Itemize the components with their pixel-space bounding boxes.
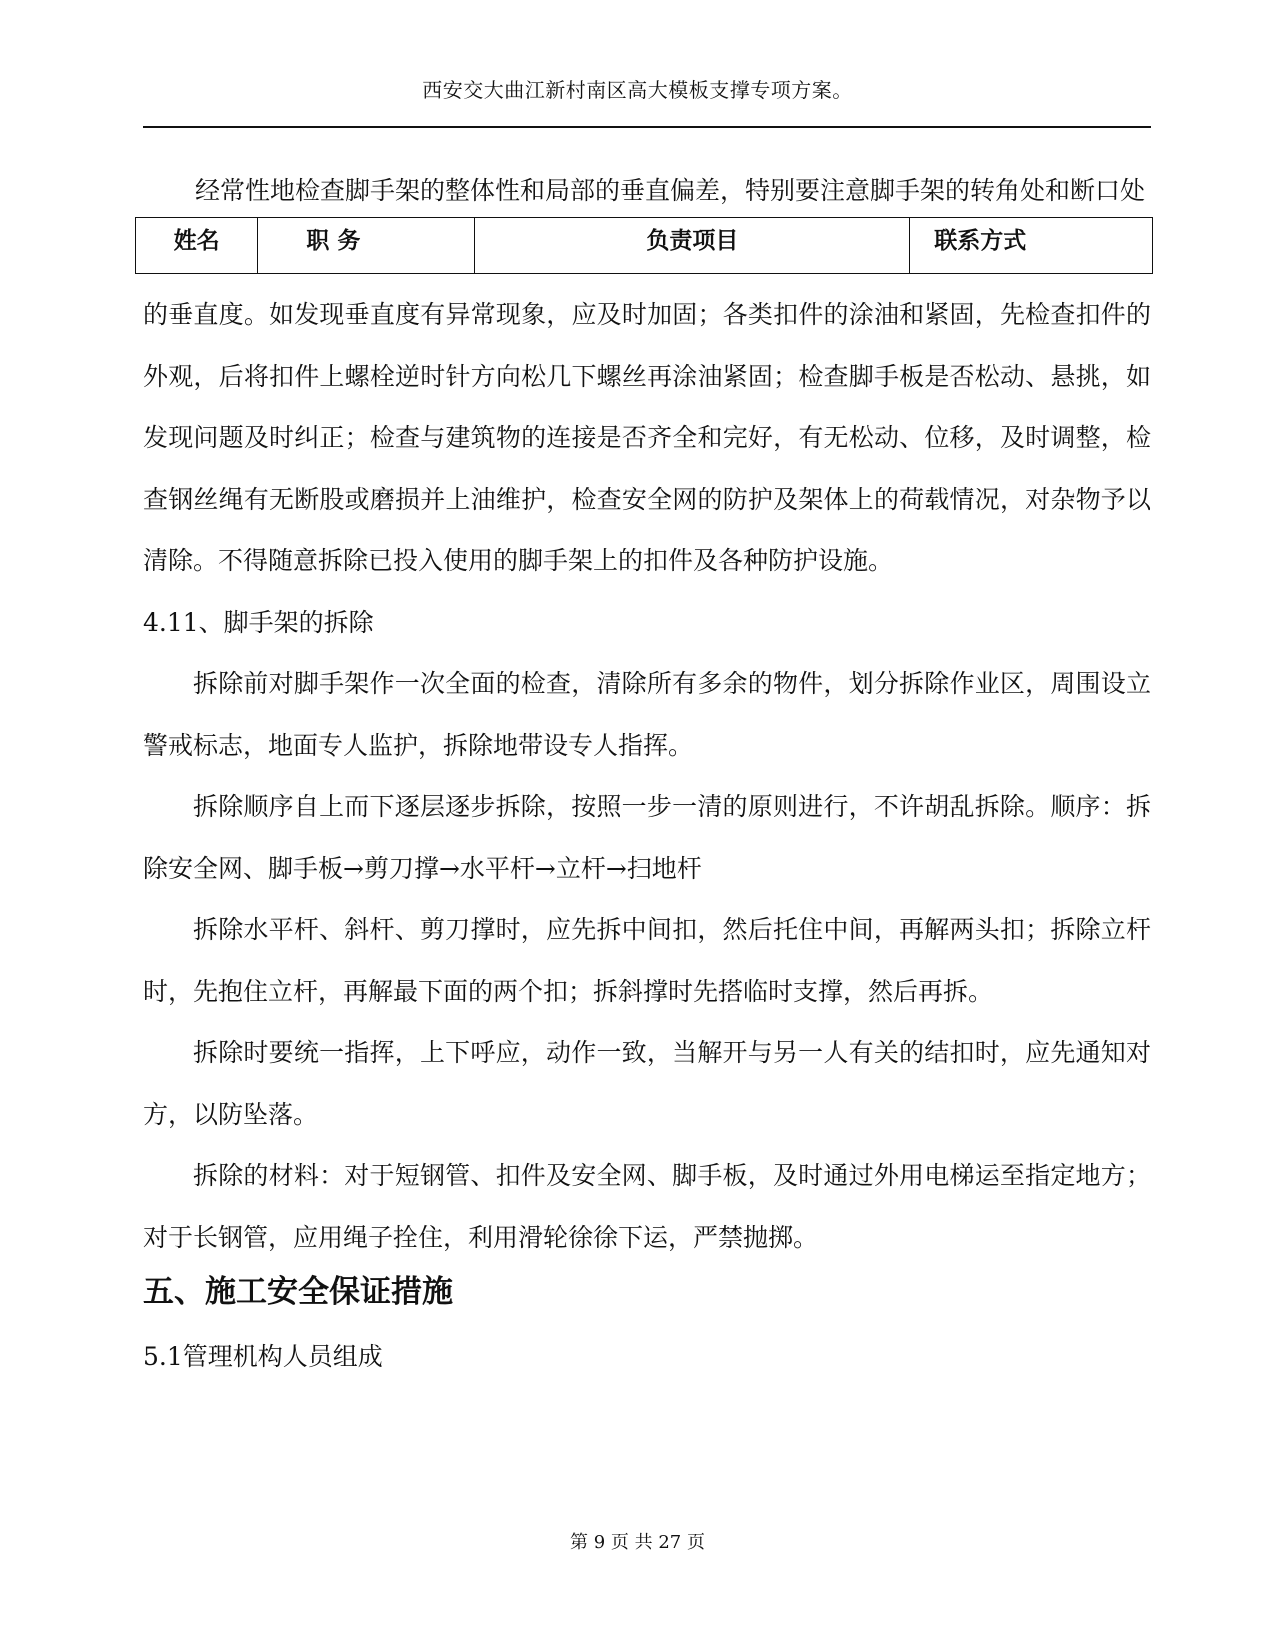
paragraph-dismantling-command: 拆除时要统一指挥，上下呼应，动作一致，当解开与另一人有关的结扣时，应先通知对方，以防坠落。: [143, 1038, 1151, 1129]
table-header-position: 职 务: [258, 218, 475, 274]
personnel-table: [135, 217, 1153, 274]
paragraph-dismantling-rods: 拆除水平杆、斜杆、剪刀撑时，应先拆中间扣，然后托住中间，再解两头扣；拆除立杆时，先抱住立杆，再解最下面的两个扣；拆斜撑时先搭临时支撑，然后再拆。: [143, 915, 1151, 1006]
paragraph-inspection-intro: 经常性地检查脚手架的整体性和局部的垂直偏差，特别要注意脚手架的转角处和断口处: [195, 176, 1146, 205]
paragraph-dismantling-prep: 拆除前对脚手架作一次全面的检查，清除所有多余的物件，划分拆除作业区，周围设立警戒标志，地面专人监护，拆除地带设专人指挥。: [143, 669, 1151, 760]
header-divider: [143, 126, 1151, 128]
page-footer: 第 9 页 共 27 页: [570, 1532, 705, 1553]
table-header-responsibility: 负责项目: [475, 218, 910, 274]
paragraph-dismantling-order: 拆除顺序自上而下逐层逐步拆除，按照一步一清的原则进行，不许胡乱拆除。顺序：拆除安全网、脚手板→剪刀撑→水平杆→立杆→扫地杆: [143, 792, 1151, 883]
subheading-dismantling: 4.11、脚手架的拆除: [143, 607, 374, 637]
paragraph-dismantling-materials: 拆除的材料：对于短钢管、扣件及安全网、脚手板，及时通过外用电梯运至指定地方；对于长钢管，应用绳子拴住，利用滑轮徐徐下运，严禁抛掷。: [143, 1161, 1151, 1252]
table-header-row: [136, 218, 1153, 274]
section-title: 五、施工安全保证措施: [143, 1274, 453, 1310]
body-text: [143, 284, 1151, 1268]
subsection-title: 5.1管理机构人员组成: [143, 1342, 383, 1371]
paragraph-inspection-continued: 的垂直度。如发现垂直度有异常现象，应及时加固；各类扣件的涂油和紧固，先检查扣件的外观，后将扣件上螺栓逆时针方向松几下螺丝再涂油紧固；检查脚手板是否松动、悬挑，如发现问题及时纠正；检查与建筑物的连接是否齐全和完好，有无松动、位移，及时调整，检查钢丝绳有无断股或磨损并上油维护，检查安全网的防护及架体上的荷载情况，对杂物予以清除。不得随意拆除已投入使用的脚手架上的扣件及各种防护设施。: [143, 300, 1151, 575]
page-header-title: 西安交大曲江新村南区高大模板支撑专项方案。: [422, 78, 853, 102]
table-header-contact: 联系方式: [910, 218, 1153, 274]
table-header-name: 姓名: [136, 218, 258, 274]
